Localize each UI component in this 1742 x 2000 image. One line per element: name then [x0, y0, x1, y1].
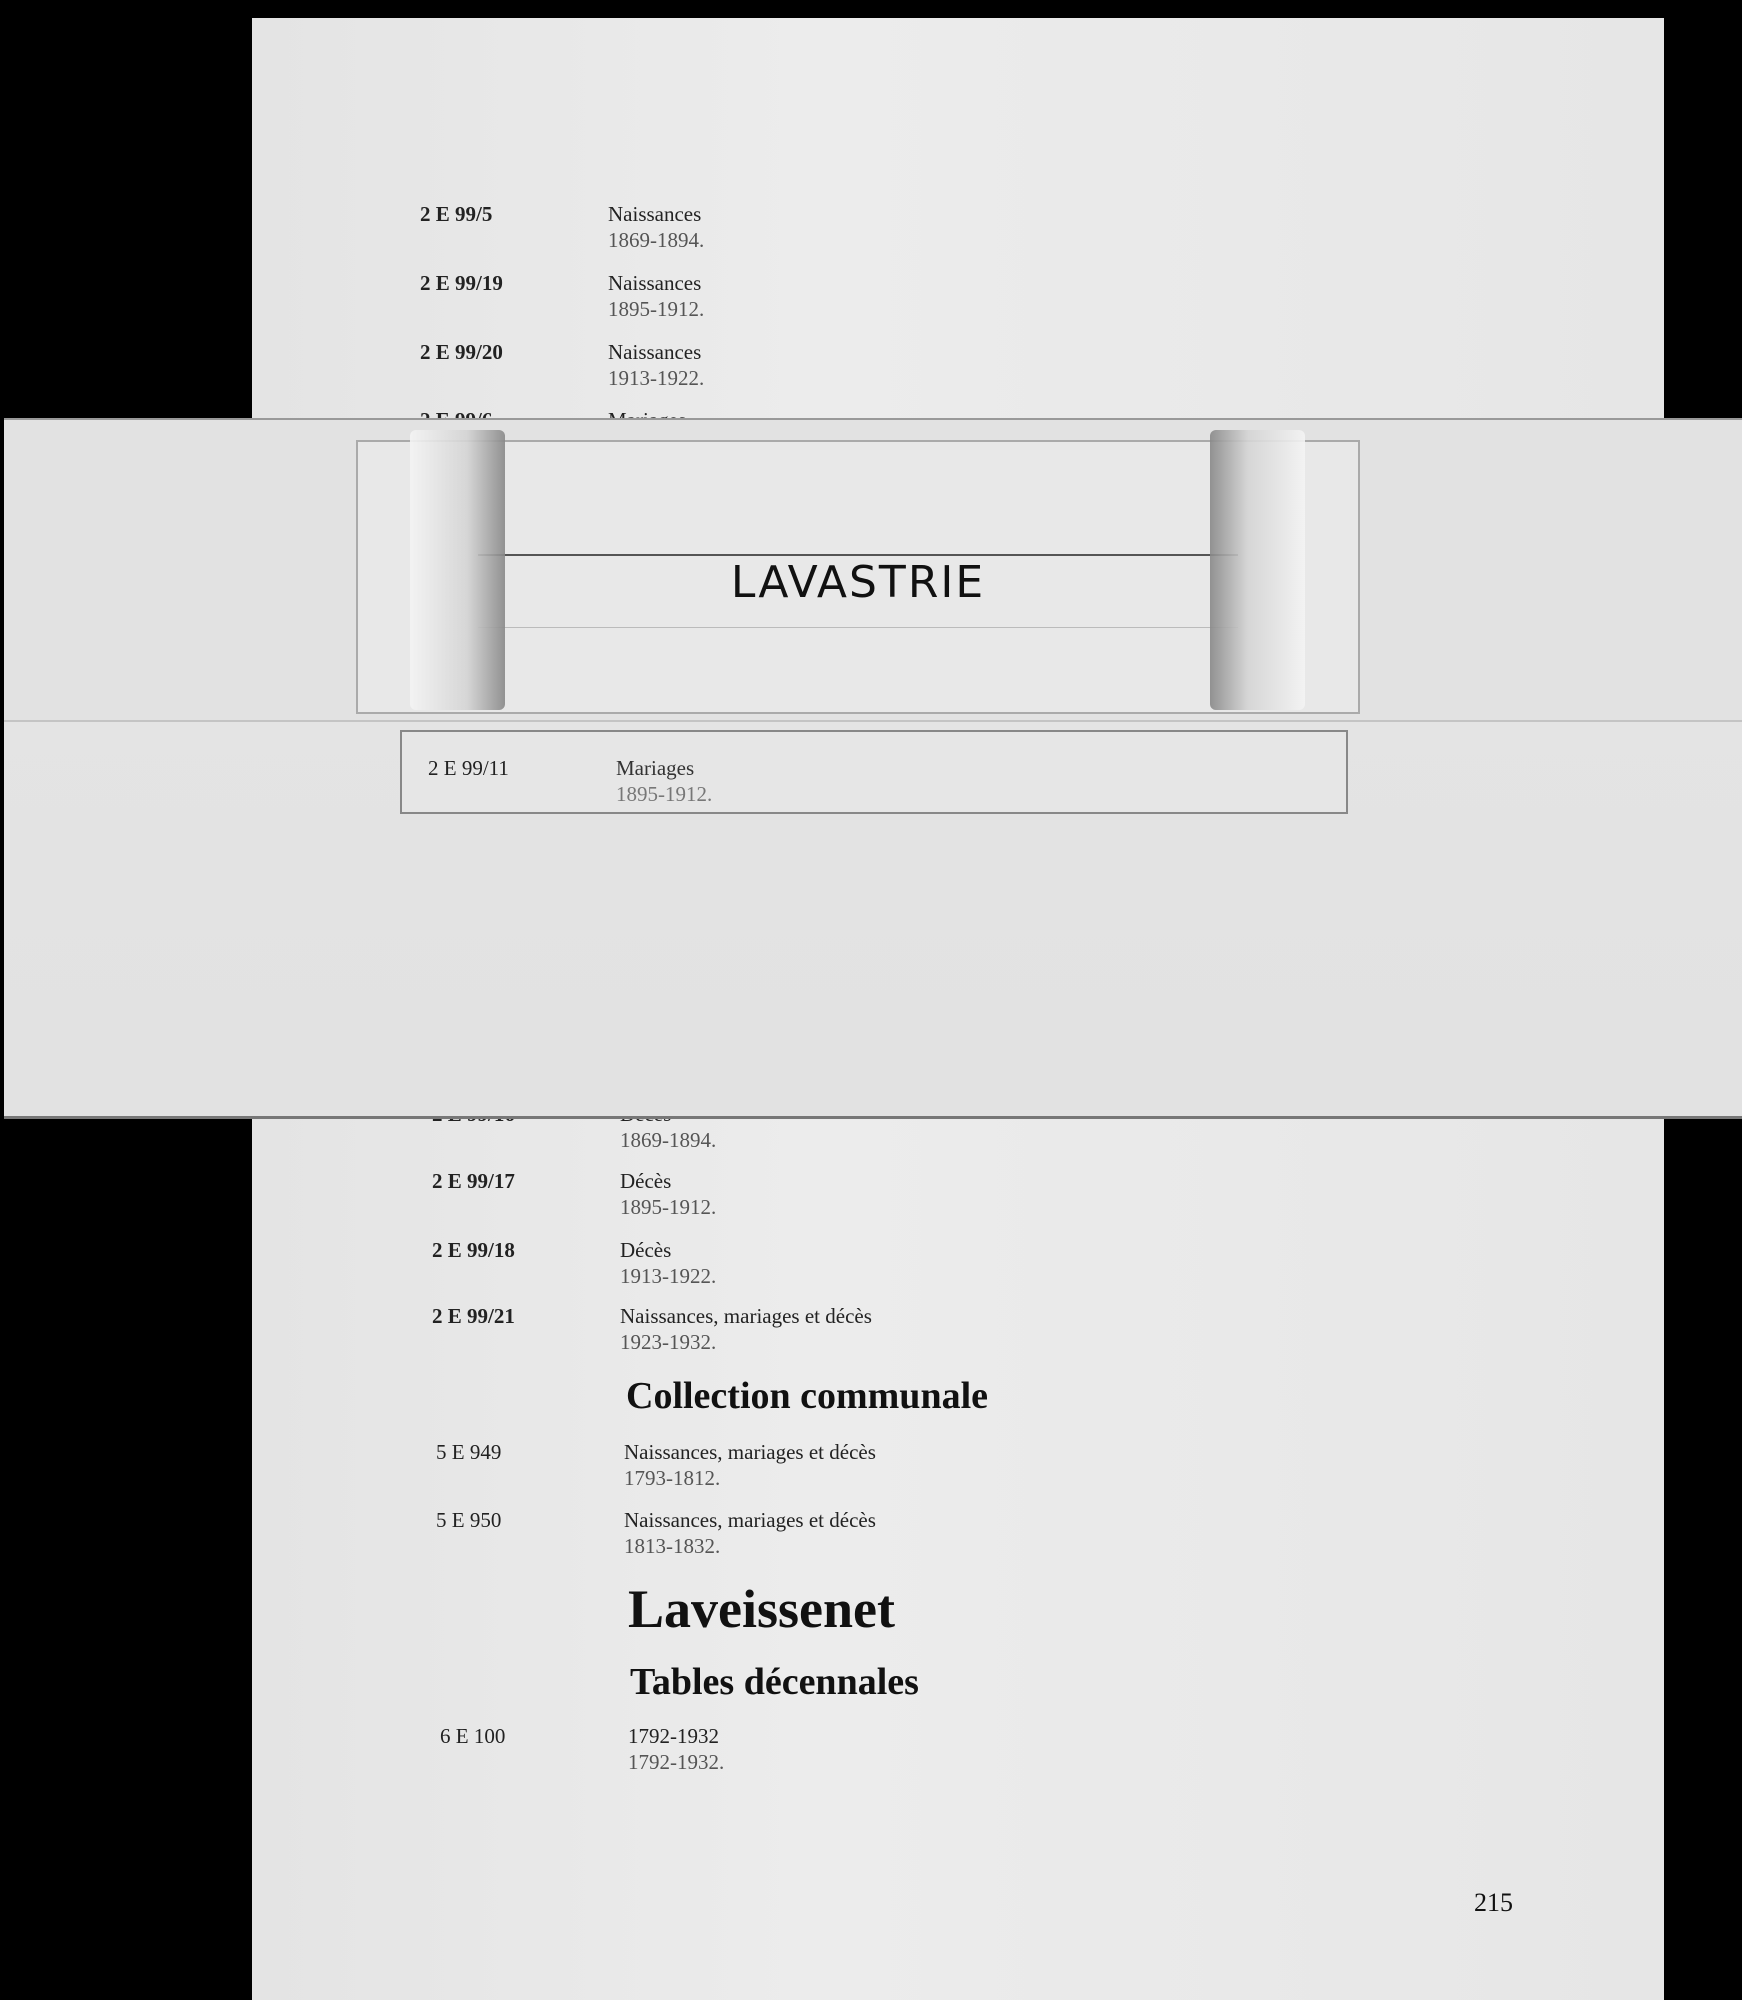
entry-dates: 1895-1912.: [620, 1195, 717, 1219]
entry-title: Naissances: [608, 271, 702, 295]
entry-title: Décès: [620, 1169, 672, 1193]
entry-title: Naissances, mariages et décès: [624, 1440, 876, 1464]
tape-strip: [1210, 430, 1305, 710]
entry-title: Naissances, mariages et décès: [624, 1508, 876, 1532]
entry-title: Naissances, mariages et décès: [620, 1304, 872, 1328]
entry-code: 2 E 99/18: [432, 1238, 515, 1262]
commune-title: Laveissenet: [628, 1579, 895, 1639]
entry-dates: 1913-1922.: [620, 1264, 717, 1288]
entry-title: Naissances: [608, 202, 702, 226]
entry-code: 5 E 950: [436, 1508, 502, 1532]
commune-label: LAVASTRIE: [730, 557, 986, 608]
entry-code: 2 E 99/19: [420, 271, 503, 295]
inner-entry-box: [400, 730, 1348, 814]
entry-dates: 1895-1912.: [616, 782, 713, 806]
entry-title: Mariages: [616, 756, 695, 780]
entry-title: 1792-1932: [628, 1724, 719, 1748]
label-rule: [478, 627, 1238, 628]
entry-code: 6 E 100: [440, 1724, 506, 1748]
entry-code: 2 E 99/5: [420, 202, 493, 226]
page-number: 215: [1474, 1888, 1513, 1917]
entry-code: 2 E 99/20: [420, 340, 503, 364]
section-heading-collection: Collection communale: [626, 1375, 989, 1417]
entry-code: 2 E 99/21: [432, 1304, 515, 1328]
entry-dates: 1813-1832.: [624, 1534, 721, 1558]
overlay-slip: [4, 418, 1742, 1119]
entry-code: 2 E 99/11: [428, 756, 509, 780]
entry-dates: 1913-1922.: [608, 366, 705, 390]
entry-dates: 1793-1812.: [624, 1466, 721, 1490]
entry-title: Naissances: [608, 340, 702, 364]
entry-dates: 1923-1932.: [620, 1330, 717, 1354]
entry-dates: 1895-1912.: [608, 297, 705, 321]
entry-code: 5 E 949: [436, 1440, 502, 1464]
entry-code: 2 E 99/17: [432, 1169, 515, 1193]
label-rule: [478, 554, 1238, 556]
entry-dates: 1792-1932.: [628, 1750, 725, 1774]
tape-strip: [410, 430, 505, 710]
section-heading-tables: Tables décennales: [630, 1661, 919, 1703]
entry-title: Décès: [620, 1238, 672, 1262]
entry-dates: 1869-1894.: [608, 228, 705, 252]
entry-dates: 1869-1894.: [620, 1128, 717, 1152]
